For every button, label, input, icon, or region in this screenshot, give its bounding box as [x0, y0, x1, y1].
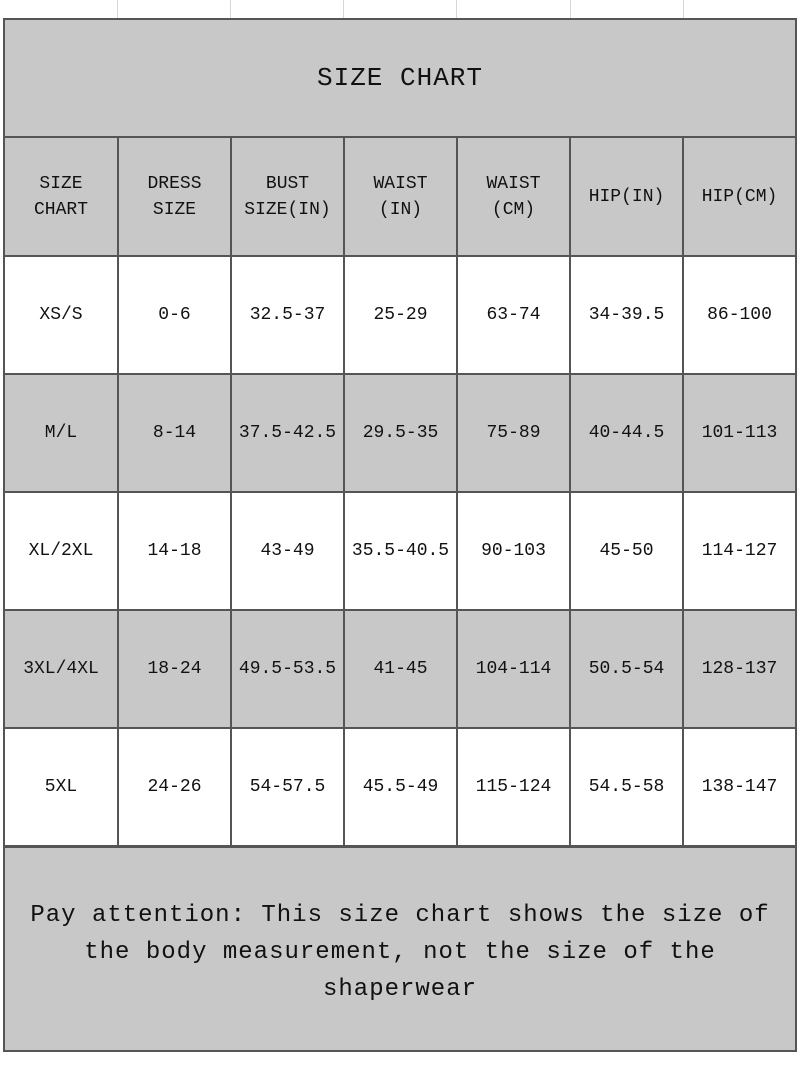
column-header-hip-in: HIP(IN): [570, 138, 683, 256]
size-cell: XL/2XL: [5, 492, 118, 610]
size-table: [5, 138, 795, 847]
hip-in-cell: 40-44.5: [570, 374, 683, 492]
waist-in-cell: 35.5-40.5: [344, 492, 457, 610]
attention-note-text: Pay attention: This size chart shows the size of the body measurement, not the size of the shaperwear: [30, 901, 770, 1003]
dress-size-cell: 14-18: [118, 492, 231, 610]
table-row: [5, 256, 795, 374]
table-row: [5, 492, 795, 610]
size-cell: XS/S: [5, 256, 118, 374]
hip-cm-cell: 86-100: [683, 256, 795, 374]
size-cell: M/L: [5, 374, 118, 492]
table-row: [5, 374, 795, 492]
waist-cm-cell: 90-103: [457, 492, 570, 610]
table-header-row: [5, 138, 795, 256]
hip-in-cell: 34-39.5: [570, 256, 683, 374]
hip-cm-cell: 101-113: [683, 374, 795, 492]
dress-size-cell: 24-26: [118, 728, 231, 846]
dress-size-cell: 8-14: [118, 374, 231, 492]
column-header-bust-size: BUST SIZE(IN): [231, 138, 344, 256]
waist-cm-cell: 75-89: [457, 374, 570, 492]
sheet-gridline: [683, 0, 684, 18]
bust-cell: 54-57.5: [231, 728, 344, 846]
column-header-hip-cm: HIP(CM): [683, 138, 795, 256]
size-cell: 3XL/4XL: [5, 610, 118, 728]
hip-in-cell: 45-50: [570, 492, 683, 610]
waist-cm-cell: 115-124: [457, 728, 570, 846]
sheet-gridline: [117, 0, 118, 18]
hip-cm-cell: 128-137: [683, 610, 795, 728]
column-header-dress-size: DRESS SIZE: [118, 138, 231, 256]
sheet-gridline: [230, 0, 231, 18]
chart-title: SIZE CHART: [5, 20, 795, 138]
hip-cm-cell: 138-147: [683, 728, 795, 846]
waist-in-cell: 29.5-35: [344, 374, 457, 492]
sheet-gridline: [570, 0, 571, 18]
attention-note: [5, 846, 795, 1050]
bust-cell: 37.5-42.5: [231, 374, 344, 492]
size-cell: 5XL: [5, 728, 118, 846]
waist-in-cell: 45.5-49: [344, 728, 457, 846]
hip-in-cell: 50.5-54: [570, 610, 683, 728]
table-row: [5, 728, 795, 846]
dress-size-cell: 18-24: [118, 610, 231, 728]
bust-cell: 32.5-37: [231, 256, 344, 374]
hip-cm-cell: 114-127: [683, 492, 795, 610]
bust-cell: 43-49: [231, 492, 344, 610]
column-header-waist-in: WAIST (IN): [344, 138, 457, 256]
waist-in-cell: 41-45: [344, 610, 457, 728]
table-row: [5, 610, 795, 728]
waist-cm-cell: 63-74: [457, 256, 570, 374]
sheet-gridline: [343, 0, 344, 18]
size-chart-sheet: [3, 18, 797, 1052]
hip-in-cell: 54.5-58: [570, 728, 683, 846]
column-header-size-chart: SIZE CHART: [5, 138, 118, 256]
column-header-waist-cm: WAIST (CM): [457, 138, 570, 256]
waist-in-cell: 25-29: [344, 256, 457, 374]
sheet-gridline: [456, 0, 457, 18]
bust-cell: 49.5-53.5: [231, 610, 344, 728]
dress-size-cell: 0-6: [118, 256, 231, 374]
waist-cm-cell: 104-114: [457, 610, 570, 728]
